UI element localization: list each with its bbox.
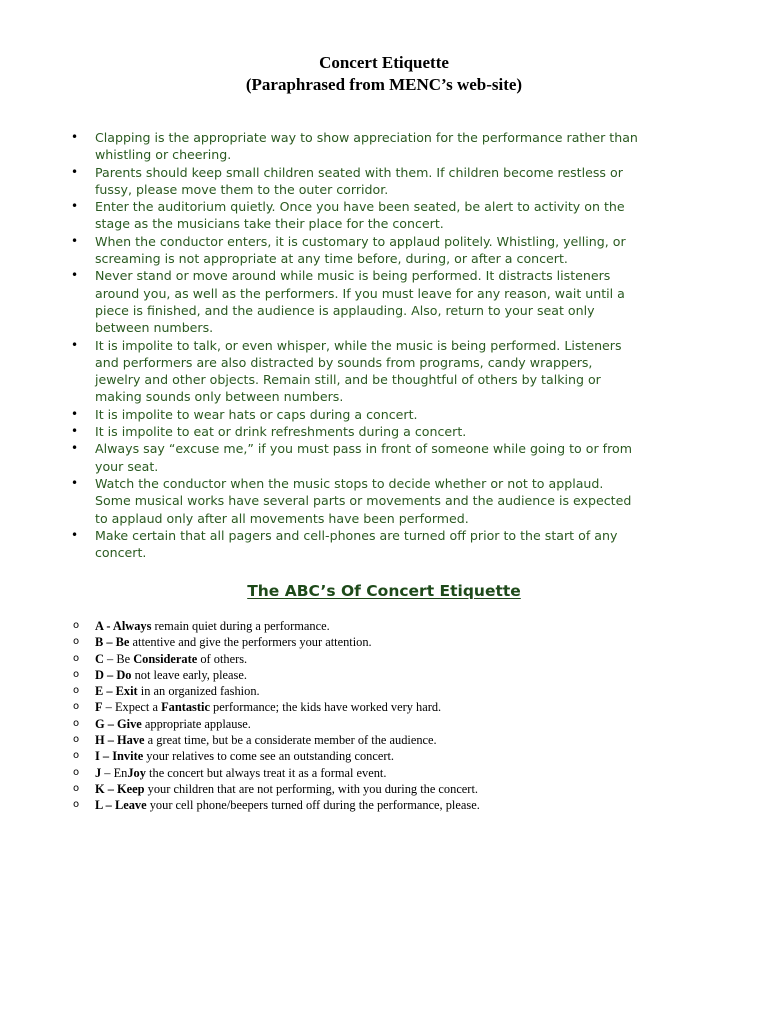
rule-item xyxy=(0,527,768,562)
rule-text-line: It is impolite to talk, or even whisper, while the music is being performed. Listeners xyxy=(95,337,622,353)
rule-text-line: your seat. xyxy=(95,458,159,474)
rule-item xyxy=(0,475,768,527)
circle-bullet-marker: o xyxy=(73,636,80,648)
abc-item xyxy=(0,651,768,667)
rule-item xyxy=(0,129,768,164)
abc-text: your relatives to come see an outstanding concert. xyxy=(143,749,395,764)
bullet-marker: • xyxy=(71,233,79,248)
title-line-2: (Paraphrased from MENC’s web-site) xyxy=(245,75,523,94)
abc-text: – Expect a xyxy=(102,700,162,715)
abc-keyword: G – Give xyxy=(95,716,142,731)
rule-text-line: Parents should keep small children seated with them. If children become restless or xyxy=(95,164,623,180)
rule-text-line: around you, as well as the performers. If you must leave for any reason, wait until a xyxy=(95,285,625,301)
abc-keyword: F xyxy=(95,700,103,715)
rule-item xyxy=(0,406,768,423)
bullet-marker: • xyxy=(71,337,79,352)
rule-text-line: It is impolite to eat or drink refreshments during a concert. xyxy=(95,424,467,440)
rule-item xyxy=(0,337,768,406)
abc-item xyxy=(0,781,768,797)
abc-keyword: D – Do xyxy=(95,667,132,682)
abc-item xyxy=(0,765,768,781)
bullet-marker: • xyxy=(71,164,79,179)
abc-keyword: E – Exit xyxy=(95,684,138,699)
abc-item xyxy=(0,699,768,715)
abc-text: – En xyxy=(101,765,128,780)
rule-text-line: stage as the musicians take their place for the concert. xyxy=(95,216,444,232)
abc-item xyxy=(0,667,768,683)
abc-keyword: A - Always xyxy=(95,619,152,633)
abc-heading-text: The ABC’s Of Concert Etiquette xyxy=(247,582,521,600)
circle-bullet-marker: o xyxy=(73,717,80,729)
abc-text: appropriate applause. xyxy=(141,716,251,731)
abc-keyword: B – Be xyxy=(95,635,130,650)
abc-text: of others. xyxy=(197,651,248,666)
abc-item xyxy=(0,716,768,732)
abc-text: attentive and give the performers your attention. xyxy=(129,635,372,650)
rule-item xyxy=(0,198,768,233)
abc-text: remain quiet during a performance. xyxy=(151,619,330,633)
abc-text: in an organized fashion. xyxy=(137,684,260,699)
rule-item xyxy=(0,423,768,440)
abc-item xyxy=(0,683,768,699)
bullet-marker: • xyxy=(71,406,79,421)
abc-list xyxy=(0,618,768,814)
circle-bullet-marker: o xyxy=(73,766,80,778)
abc-item xyxy=(0,797,768,813)
rule-text-line: Watch the conductor when the music stops to decide whether or not to applaud. xyxy=(95,475,604,491)
bullet-marker: • xyxy=(71,475,79,490)
rule-text-line: It is impolite to wear hats or caps during a concert. xyxy=(95,406,418,422)
abc-keyword: I – Invite xyxy=(95,749,144,764)
abc-text: – Be xyxy=(103,651,134,666)
rule-text-line: fussy, please move them to the outer corridor. xyxy=(95,181,389,197)
abc-item xyxy=(0,748,768,764)
bullet-marker: • xyxy=(71,527,79,542)
rule-text-line: and performers are also distracted by sounds from programs, candy wrappers, xyxy=(95,354,593,370)
circle-bullet-marker: o xyxy=(73,799,80,811)
document-title xyxy=(0,52,768,96)
rule-text-line: Make certain that all pagers and cell-phones are turned off prior to the start of any xyxy=(95,527,618,543)
rule-item xyxy=(0,267,768,336)
rule-text-line: Some musical works have several parts or movements and the audience is expected xyxy=(95,493,632,509)
rule-text-line: screaming is not appropriate at any time before, during, or after a concert. xyxy=(95,251,568,267)
rule-text-line: jewelry and other objects. Remain still, and be thoughtful of others by talking or xyxy=(95,372,601,388)
circle-bullet-marker: o xyxy=(73,750,80,762)
abc-keyword: J xyxy=(95,765,102,780)
rule-item xyxy=(0,233,768,268)
rule-text-line: Enter the auditorium quietly. Once you have been seated, be alert to activity on the xyxy=(95,199,625,215)
abc-text: a great time, but be a considerate member of the audience. xyxy=(144,733,437,748)
rule-item xyxy=(0,164,768,199)
circle-bullet-marker: o xyxy=(73,620,80,631)
abc-heading xyxy=(0,581,768,601)
rule-text-line: piece is finished, and the audience is applauding. Also, return to your seat only xyxy=(95,302,595,318)
abc-text: your children that are not performing, with you during the concert. xyxy=(144,781,478,796)
abc-item xyxy=(0,634,768,650)
rule-text-line: between numbers. xyxy=(95,320,214,336)
rule-item xyxy=(0,440,768,475)
abc-item xyxy=(0,618,768,634)
rule-text-line: When the conductor enters, it is customary to applaud politely. Whistling, yelling, or xyxy=(95,233,626,249)
abc-text: performance; the kids have worked very hard. xyxy=(209,700,442,715)
rule-text-line: Clapping is the appropriate way to show appreciation for the performance rather than xyxy=(95,130,638,145)
circle-bullet-marker: o xyxy=(73,685,80,697)
rule-text-line: Never stand or move around while music is being performed. It distracts listeners xyxy=(95,268,611,284)
etiquette-rules-list xyxy=(0,129,768,561)
abc-keyword: C xyxy=(95,651,104,666)
abc-keyword: Fantastic xyxy=(161,700,210,715)
abc-item xyxy=(0,732,768,748)
rule-text-line: Always say “excuse me,” if you must pass in front of someone while going to or from xyxy=(95,441,632,457)
rule-text-line: to applaud only after all movements have been performed. xyxy=(95,510,469,526)
circle-bullet-marker: o xyxy=(73,782,80,794)
bullet-marker: • xyxy=(71,130,79,144)
rule-text-line: making sounds only between numbers. xyxy=(95,389,344,405)
bullet-marker: • xyxy=(71,199,79,214)
title-line-1: Concert Etiquette xyxy=(319,53,449,72)
abc-keyword: H – Have xyxy=(95,733,145,748)
circle-bullet-marker: o xyxy=(73,734,80,746)
bullet-marker: • xyxy=(71,424,79,439)
circle-bullet-marker: o xyxy=(73,701,80,713)
bullet-marker: • xyxy=(71,441,79,456)
circle-bullet-marker: o xyxy=(73,668,80,680)
abc-text: not leave early, please. xyxy=(131,667,247,682)
circle-bullet-marker: o xyxy=(73,652,80,664)
abc-keyword: Joy xyxy=(127,765,146,780)
rule-text-line: whistling or cheering. xyxy=(95,147,232,163)
abc-text: the concert but always treat it as a formal event. xyxy=(145,765,387,780)
abc-keyword: Considerate xyxy=(133,651,198,666)
abc-keyword: K – Keep xyxy=(95,781,145,796)
abc-text: your cell phone/beepers turned off during the performance, please. xyxy=(146,798,480,813)
abc-keyword: L – Leave xyxy=(95,798,147,813)
bullet-marker: • xyxy=(71,268,79,283)
rule-text-line: concert. xyxy=(95,545,147,561)
